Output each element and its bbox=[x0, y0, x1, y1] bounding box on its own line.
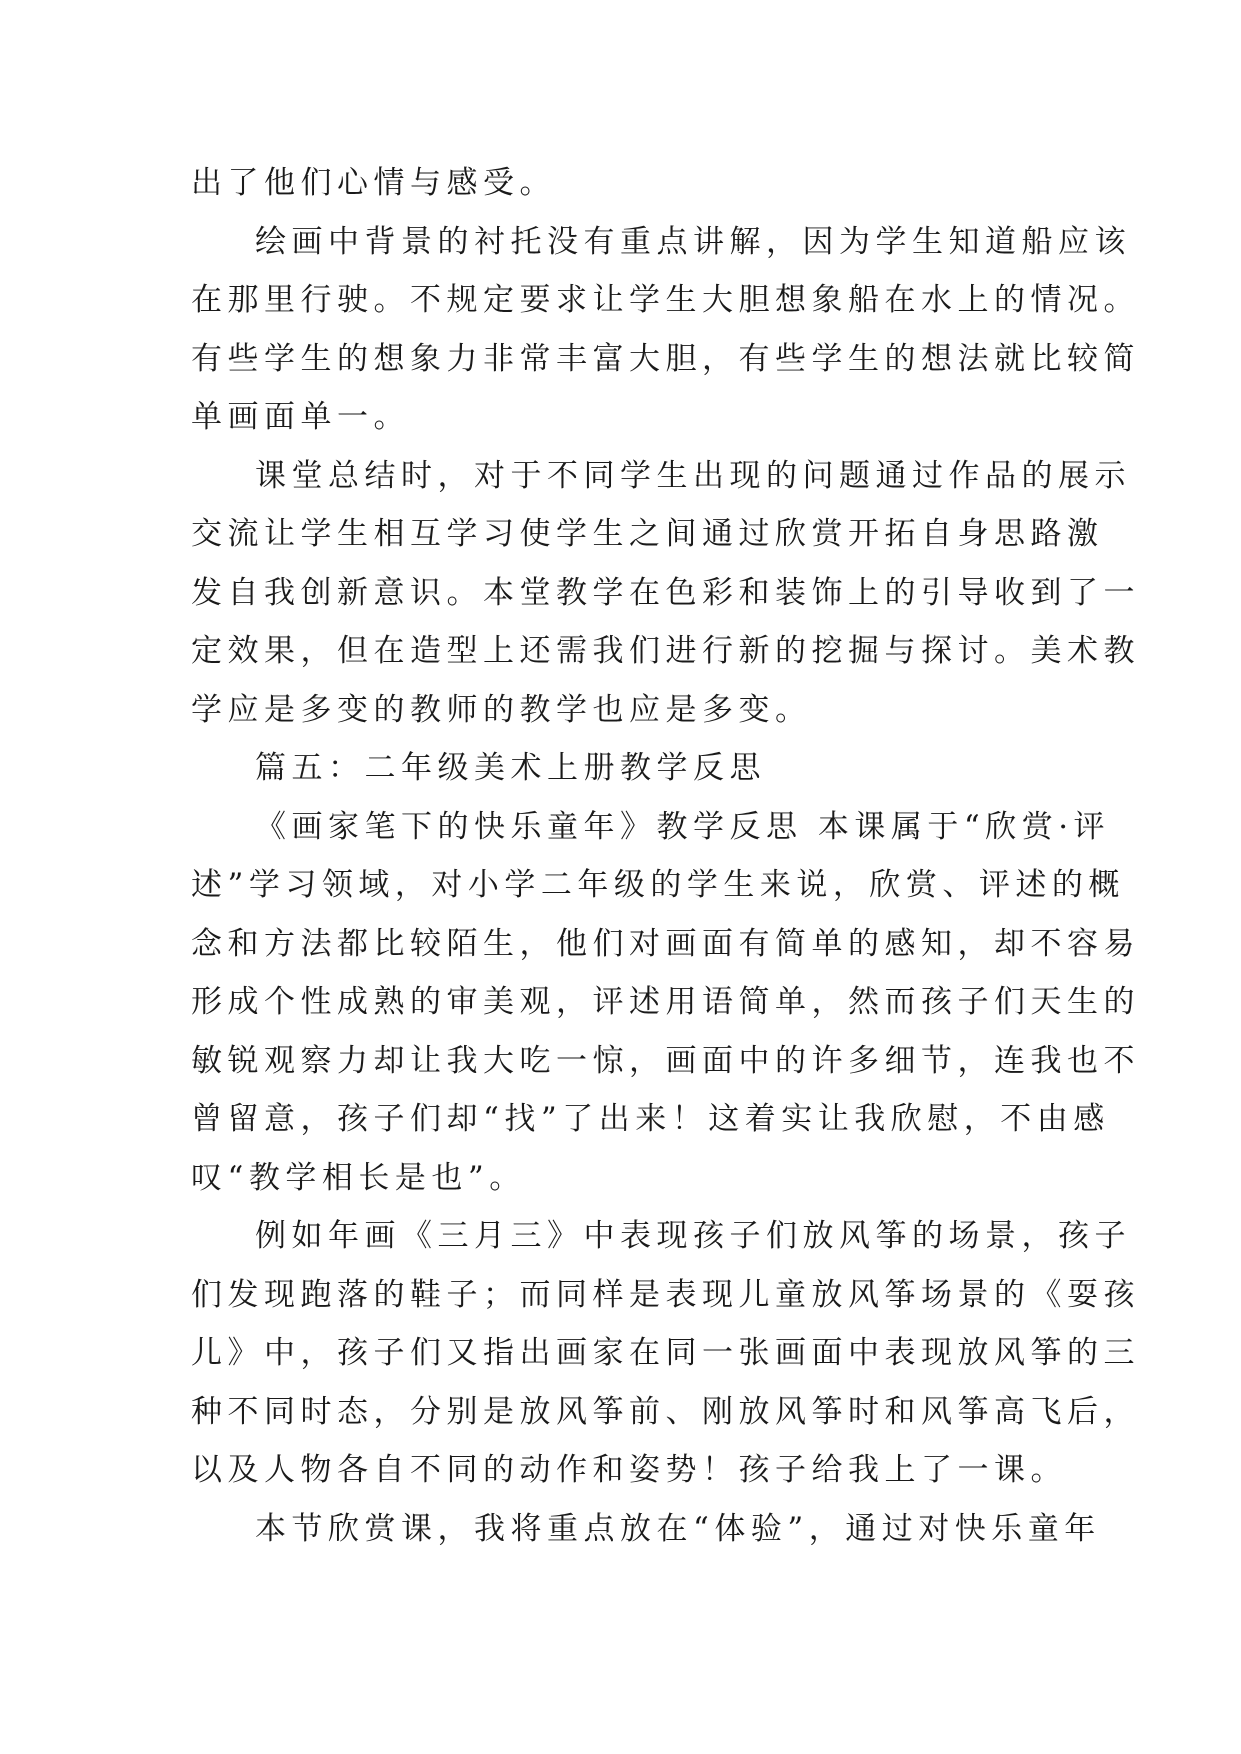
text-line: 曾留意，孩子们却“找”了出来！这着实让我欣慰，不由感 bbox=[191, 1101, 1110, 1137]
text-line: 念和方法都比较陌生，他们对画面有简单的感知，却不容易 bbox=[191, 925, 1140, 962]
text-line: 交流让学生相互学习使学生之间通过欣赏开拓自身思路激 bbox=[191, 516, 1104, 552]
text-line: 儿》中，孩子们又指出画家在同一张画面中表现放风筝的三 bbox=[191, 1335, 1140, 1371]
text-line: 学应是多变的教师的教学也应是多变。 bbox=[191, 691, 812, 728]
body-text bbox=[191, 154, 1140, 1558]
paragraph-start-line: 本节欣赏课，我将重点放在“体验”，通过对快乐童年 bbox=[255, 1510, 1101, 1547]
text-line: 述”学习领域，对小学二年级的学生来说，欣赏、评述的概 bbox=[191, 867, 1125, 903]
text-line: 单画面单一。 bbox=[191, 399, 410, 435]
text-line: 出了他们心情与感受。 bbox=[191, 165, 556, 201]
paragraph-start-line: 《画家笔下的快乐童年》教学反思 本课属于“欣赏·评 bbox=[255, 808, 1111, 845]
text-line: 以及人物各自不同的动作和姿势！孩子给我上了一课。 bbox=[191, 1452, 1067, 1488]
text-line: 们发现跑落的鞋子；而同样是表现儿童放风筝场景的《耍孩 bbox=[191, 1276, 1140, 1313]
text-line: 有些学生的想象力非常丰富大胆，有些学生的想法就比较简 bbox=[191, 340, 1140, 377]
text-line: 叹“教学相长是也”。 bbox=[191, 1159, 526, 1196]
section-heading: 篇五：二年级美术上册教学反思 bbox=[255, 750, 766, 786]
text-line: 形成个性成熟的审美观，评述用语简单，然而孩子们天生的 bbox=[191, 984, 1140, 1020]
paragraph-start-line: 例如年画《三月三》中表现孩子们放风筝的场景，孩子 bbox=[255, 1218, 1131, 1254]
text-line: 敏锐观察力却让我大吃一惊，画面中的许多细节，连我也不 bbox=[191, 1042, 1140, 1079]
text-line: 在那里行驶。不规定要求让学生大胆想象船在水上的情况。 bbox=[191, 282, 1140, 318]
paragraph-start-line: 绘画中背景的衬托没有重点讲解，因为学生知道船应该 bbox=[255, 223, 1131, 260]
paragraph-start-line: 课堂总结时，对于不同学生出现的问题通过作品的展示 bbox=[255, 457, 1131, 494]
text-line: 种不同时态，分别是放风筝前、刚放风筝时和风筝高飞后， bbox=[191, 1393, 1140, 1430]
text-line: 定效果，但在造型上还需我们进行新的挖掘与探讨。美术教 bbox=[191, 633, 1140, 669]
text-line: 发自我创新意识。本堂教学在色彩和装饰上的引导收到了一 bbox=[191, 574, 1140, 611]
